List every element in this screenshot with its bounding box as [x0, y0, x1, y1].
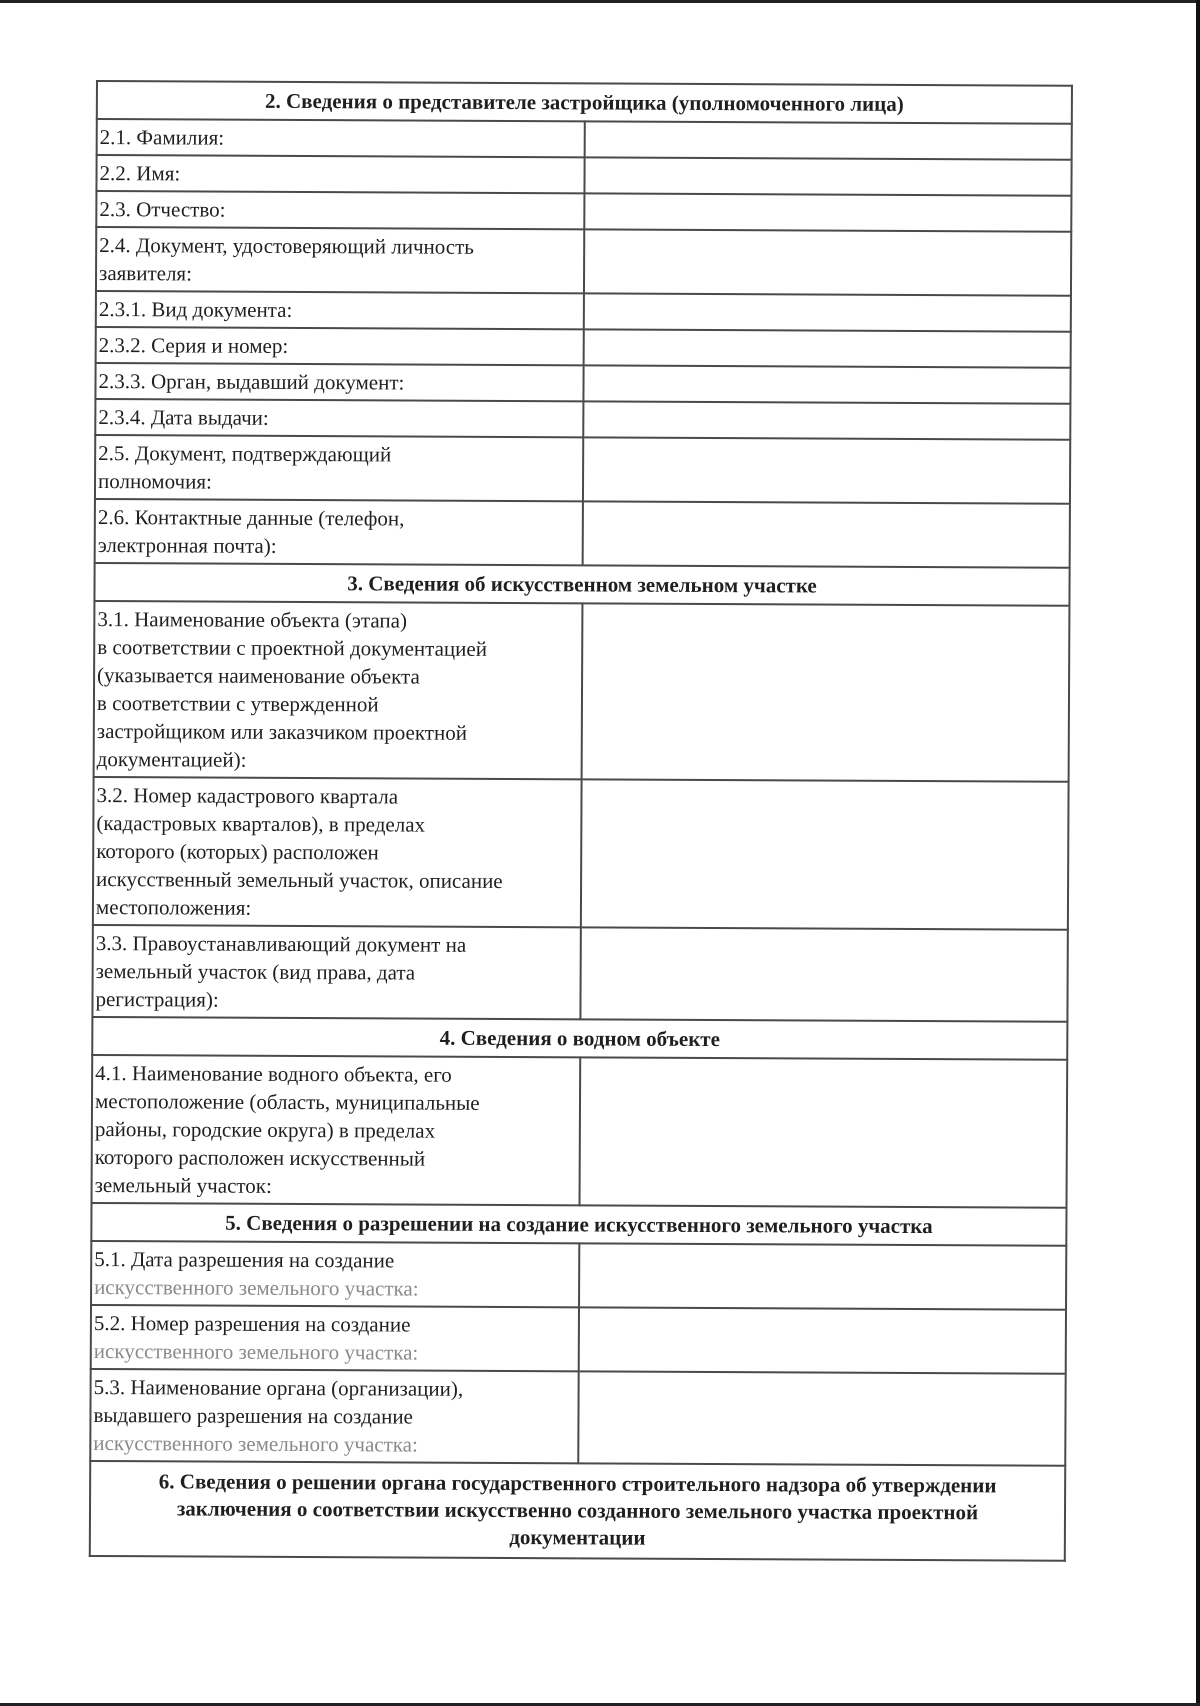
form-row — [96, 227, 1071, 296]
field-value-document-type[interactable] — [583, 293, 1071, 331]
section-4-header-row — [92, 1017, 1067, 1060]
label-line: местоположения: — [95, 895, 252, 920]
form-row — [93, 777, 1069, 930]
label-line: заявителя: — [98, 261, 193, 286]
label-line: застройщиком или заказчиком проектной — [96, 719, 468, 745]
field-value-contacts[interactable] — [582, 501, 1070, 567]
application-form-table — [89, 80, 1073, 1562]
label-line: искусственный земельный участок, описание — [96, 867, 503, 893]
label-line: 4.1. Наименование водного объекта, его — [95, 1061, 452, 1087]
section-5-header-row — [91, 1203, 1066, 1246]
field-label-title-document — [92, 925, 580, 1019]
section-3-header-row — [94, 563, 1069, 606]
field-label-authority-document — [95, 435, 583, 501]
section-6-header-row — [90, 1461, 1065, 1561]
label-line: электронная почта): — [97, 533, 277, 558]
label-line: в соответствии с проектной документацией — [97, 635, 488, 661]
field-label-permit-date — [91, 1241, 579, 1307]
field-value-water-body[interactable] — [579, 1057, 1067, 1207]
field-label-cadastral-quarter — [93, 777, 581, 927]
label-line: 5.2. Номер разрешения на создание — [93, 1311, 411, 1337]
label-line: 3.3. Правоустанавливающий документ на — [95, 931, 467, 957]
label-line: полномочия: — [97, 469, 212, 494]
label-line: документацией): — [96, 747, 247, 772]
section-6-title — [90, 1461, 1065, 1561]
form-row — [96, 155, 1071, 196]
field-label-series-number: 2.3.2. Серия и номер: — [96, 327, 584, 365]
field-label-water-body — [92, 1055, 580, 1205]
section-2-title: 2. Сведения о представителе застройщика (уполномоченного лица) — [97, 81, 1072, 124]
section-3-title: 3. Сведения об искусственном земельном участке — [94, 563, 1069, 606]
field-label-permit-issuer — [90, 1369, 578, 1463]
field-value-series-number[interactable] — [583, 329, 1071, 367]
field-label-identity-document — [96, 227, 584, 293]
section-5-title: 5. Сведения о разрешении на создание искусственного земельного участка — [91, 1203, 1066, 1246]
field-label-contacts — [95, 499, 583, 565]
form-row — [91, 1241, 1066, 1310]
label-line: 2.4. Документ, удостоверяющий личность — [99, 233, 474, 259]
form-row — [95, 435, 1070, 504]
form-row — [95, 499, 1070, 568]
form-row — [94, 601, 1070, 782]
form-row — [96, 191, 1071, 232]
field-value-title-document[interactable] — [580, 927, 1068, 1021]
field-value-cadastral-quarter[interactable] — [580, 779, 1068, 929]
field-label-name: 2.2. Имя: — [96, 155, 584, 193]
label-line: регистрация): — [95, 987, 219, 1012]
label-line: (указывается наименование объекта — [97, 663, 420, 689]
label-line: выдавшего разрешения на создание — [93, 1403, 413, 1429]
label-line: 3.2. Номер кадастрового квартала — [96, 783, 399, 809]
field-value-issue-date[interactable] — [583, 401, 1071, 439]
label-line: которого расположен искусственный — [94, 1145, 426, 1171]
label-line: которого (которых) расположен — [96, 839, 379, 865]
form-row — [95, 363, 1070, 404]
label-line: 3.1. Наименование объекта (этапа) — [97, 607, 408, 633]
scan-edge-top — [0, 0, 1200, 3]
label-line: местоположение (область, муниципальные — [94, 1089, 480, 1115]
form-row — [90, 1369, 1065, 1466]
section-title-line: заключения о соответствии искусственно созданного земельного участка проектной — [176, 1496, 979, 1525]
label-line: искусственного земельного участка: — [93, 1431, 418, 1457]
field-value-patronymic[interactable] — [584, 193, 1072, 231]
scan-edge-right — [1196, 0, 1200, 1706]
label-line: 2.5. Документ, подтверждающий — [98, 441, 392, 467]
section-2-header-row — [97, 81, 1072, 124]
form-row — [96, 327, 1071, 368]
form-row — [95, 399, 1070, 440]
label-line: 5.1. Дата разрешения на создание — [94, 1247, 395, 1273]
label-line: (кадастровых кварталов), в пределах — [96, 811, 426, 837]
form-row — [97, 119, 1072, 160]
form-row — [96, 291, 1071, 332]
field-value-object-name[interactable] — [581, 603, 1069, 781]
section-title-line: документации — [509, 1525, 646, 1550]
field-label-object-name — [94, 601, 582, 779]
field-value-identity-document[interactable] — [583, 229, 1071, 295]
field-value-surname[interactable] — [584, 121, 1072, 159]
field-value-permit-issuer[interactable] — [578, 1371, 1066, 1465]
label-line: земельный участок (вид права, дата — [95, 959, 416, 985]
label-line: 5.3. Наименование органа (организации), — [93, 1375, 464, 1401]
section-title-line: 6. Сведения о решении органа государственного строительного надзора об утверждении — [158, 1469, 997, 1498]
section-4-title: 4. Сведения о водном объекте — [92, 1017, 1067, 1060]
field-label-patronymic: 2.3. Отчество: — [96, 191, 584, 229]
field-value-authority-document[interactable] — [582, 437, 1070, 503]
field-label-issuing-authority: 2.3.3. Орган, выдавший документ: — [95, 363, 583, 401]
label-line: искусственного земельного участка: — [93, 1339, 419, 1365]
label-line: искусственного земельного участка: — [94, 1275, 419, 1301]
form-row — [92, 925, 1067, 1022]
form-row — [92, 1055, 1068, 1208]
label-line: районы, городские округа) в пределах — [94, 1117, 436, 1143]
field-value-name[interactable] — [584, 157, 1072, 195]
field-value-permit-date[interactable] — [579, 1243, 1067, 1309]
label-line: земельный участок: — [94, 1173, 272, 1198]
field-label-permit-number — [91, 1305, 579, 1371]
field-label-document-type: 2.3.1. Вид документа: — [96, 291, 584, 329]
label-line: 2.6. Контактные данные (телефон, — [97, 505, 405, 531]
label-line: в соответствии с утвержденной — [96, 691, 379, 717]
field-label-issue-date: 2.3.4. Дата выдачи: — [95, 399, 583, 437]
field-value-issuing-authority[interactable] — [583, 365, 1071, 403]
field-value-permit-number[interactable] — [578, 1307, 1066, 1373]
form-row — [91, 1305, 1066, 1374]
field-label-surname: 2.1. Фамилия: — [97, 119, 585, 157]
